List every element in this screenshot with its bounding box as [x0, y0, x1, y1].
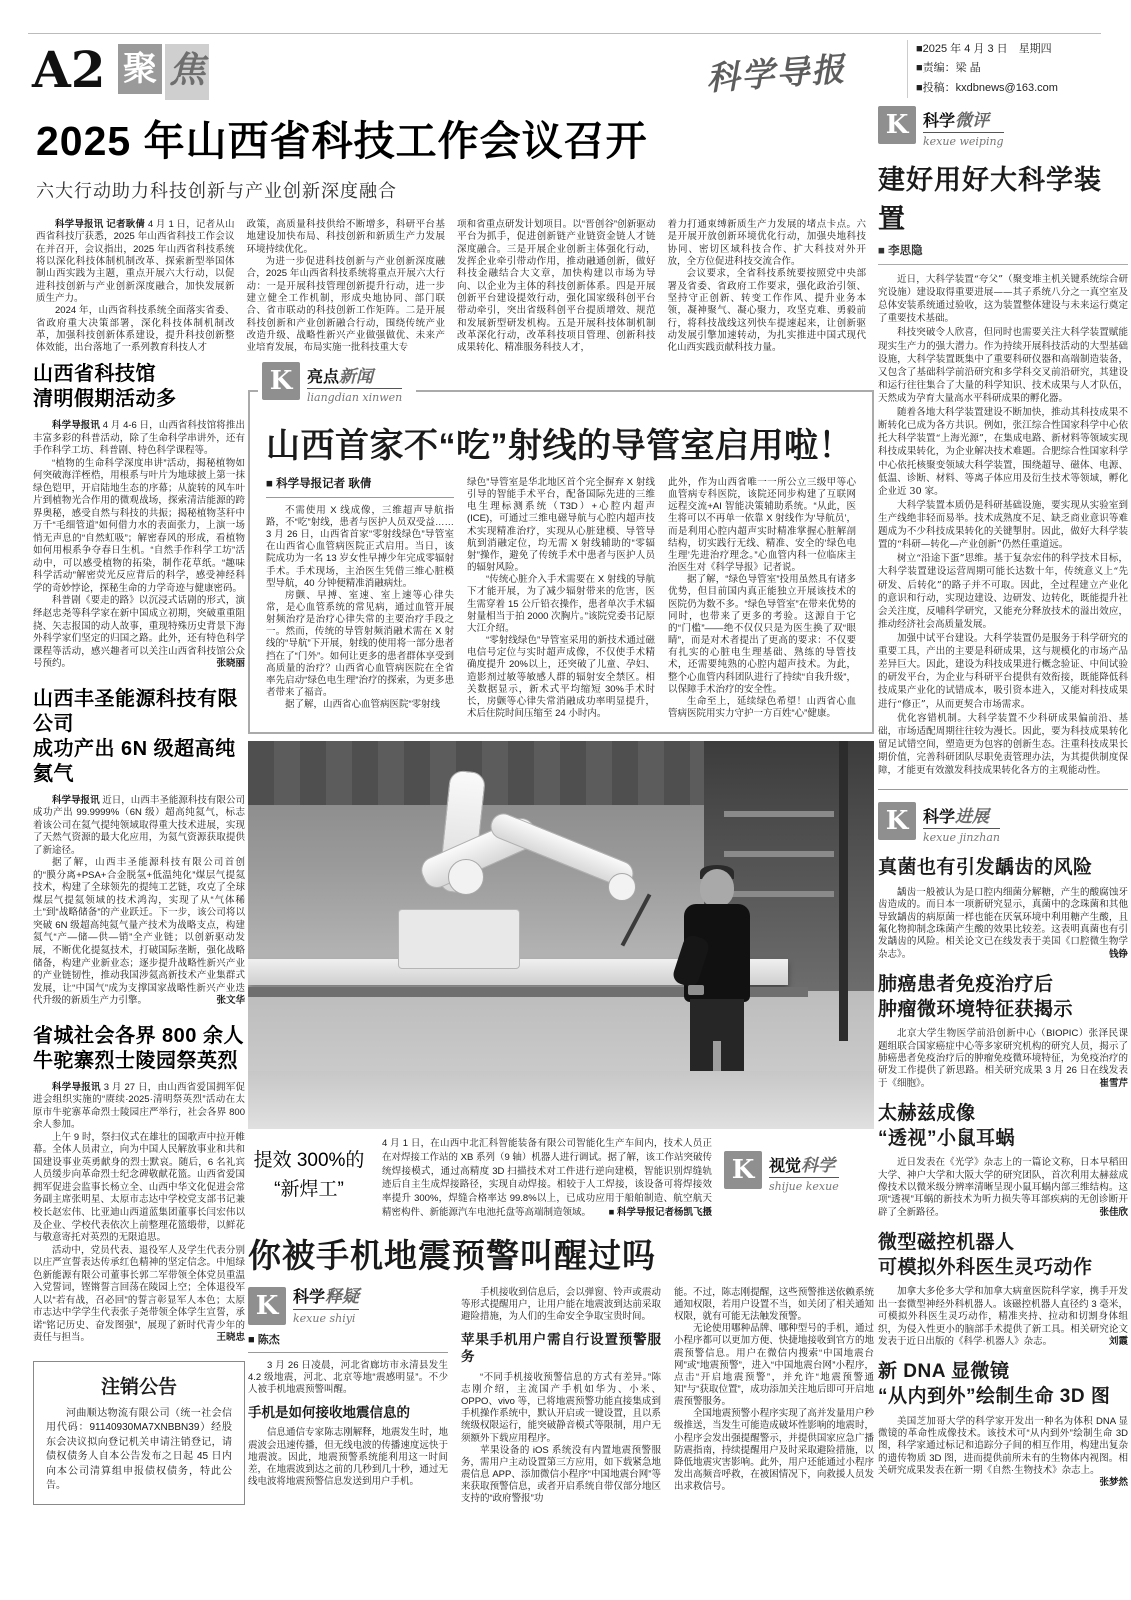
quake-column-2 [461, 1287, 661, 1506]
title-line: 省城社会各界 800 余人 [33, 1024, 244, 1047]
lead-column-3 [457, 219, 656, 355]
kexue-shiyi-badge [248, 1287, 448, 1327]
article-text: 科普剧《要走的路》以沉浸式话剧的形式，演绎赵忠尧等科学家在新中国成立初期，突破重重阻挠、矢志报国的动人故事，重现特殊历史背景下海外科学家们坚定的归国之路。此外，还有特色科学课程等活动，感兴趣者可以关注山西省科技馆公众号预约。 [33, 595, 245, 670]
shijue-kexue-badge [724, 1137, 874, 1193]
badge-label: 科学 [293, 1288, 326, 1306]
progress-item-terahertz [878, 1102, 1128, 1219]
k-logo-icon: K [724, 1151, 762, 1189]
progress-item-micro-robot [878, 1231, 1128, 1348]
news-photo-welding-robot [248, 741, 874, 1129]
photo-caption-row [248, 1137, 874, 1220]
author-signature: 钱铮 [1108, 948, 1128, 960]
photo-scaffold [724, 851, 834, 857]
issue-editor: ■责编：梁 晶 [916, 62, 981, 75]
title-line: 太赫兹成像 [878, 1103, 976, 1124]
commentary-paragraph: 近日，大科学装置“夸父”（聚变堆主机关键系统综合研究设施）建设取得重要进展——其子系统八分之一真空室及总体安装系统通过验收，这为装置整体建设与未来运行奠定了重要技术基础。 [878, 274, 1128, 325]
item-text: 美国芝加哥大学的科学家开发出一种名为体积 DNA 显微镜的革命性成像技术。该技术可“从内到外”绘制生命 3D 图，科学家通过标记和追踪分子间的相互作用，构建出复杂的遗传物质 3D 图，进而提供前所未有的生物体内视图。相关研究成果发表在新一期《自然·生物技术》杂志上。 [878, 1415, 1128, 1476]
highlight-column-3 [668, 477, 856, 720]
title-line: “从内到外”绘制生命 3D 图 [878, 1385, 1111, 1407]
k-logo-icon: K [262, 362, 300, 400]
title-line: 清明假期活动多 [33, 388, 177, 410]
title-line: 可模拟外科医生灵巧动作 [878, 1256, 1093, 1278]
left-article-science-museum [33, 362, 245, 671]
photo-caption-label [248, 1137, 370, 1204]
photo-caption [382, 1137, 712, 1220]
progress-item-lung-cancer [878, 973, 1128, 1090]
progress-item-fungi [878, 856, 1128, 961]
technician-controller [688, 985, 704, 995]
right-column [878, 106, 1128, 1598]
lead-intro-label: 科学导报讯 记者耿倩 [55, 219, 145, 230]
badge-label: 科学 [923, 113, 956, 130]
left-article-memorial [33, 1024, 245, 1345]
item-title [878, 973, 1128, 1022]
highlight-news-box [248, 366, 874, 734]
header-rule [28, 33, 1101, 34]
issue-date: ■2025 年 4 月 3 日 星期四 [916, 43, 1052, 55]
article-text: 3 月 27 日，由山西省爱国拥军促进会组织实施的“赓续·2025·清明祭英烈”活动在太原市牛驼寨革命烈士陵园庄严举行，社会各界 800 余人参加。 [33, 1081, 245, 1131]
intro-label: 科学导报讯 [52, 1081, 101, 1093]
article-text: 3 月 26 日凌晨，河北省廊坊市永清县发生 4.2 级地震，河北、北京等地“震感明显”。不少人被手机地震预警叫醒。 [248, 1359, 448, 1395]
commentary-title: 建好用好大科学装置 [878, 165, 1102, 234]
title-line: 山西丰圣能源科技有限公司 [33, 687, 238, 735]
author-signature: 刘霞 [1108, 1335, 1128, 1347]
intro-label: 科学导报讯 [52, 420, 100, 431]
article-text: 手机接收到信息后，会以弹窗、铃声或震动等形式提醒用户，让用户能在地震波到达前采取避险措施，为人们的生命安全争取宝贵时间。 [461, 1286, 661, 1323]
commentary-body [878, 273, 1128, 777]
commentary-paragraph: 优化容错机制。大科学装置不少科研成果偏前沿、基础，市场适配周期往往较为漫长。因此，要为科技成果转化留足试错空间，塑造更为包容的创新生态。注重科技成果长期价值，完善科研团队尽职免责管理办法，为其提供制度保障，才能更有效激发科技成果转化各方的主观能动性。 [878, 712, 1128, 777]
section-logo [118, 44, 209, 100]
article-text: 近日，山西丰圣能源科技有限公司成功产出 99.9999%（6N 级）超高纯氦气，标志着该公司在氦气提纯领域取得重大技术进展，实现了天然气资源的最大化应用，为氦气资源获取提供了新途径。 [33, 794, 245, 856]
article-text: 房颤、早搏、室速、室上速等心律失常，是心血管系统的常见病，通过血管开展射频治疗是治疗心律失常的主要治疗手段之一。然而，传统的导管射频消融术需在 X 射线的“导航”下开展，射线的使用将一部分患者挡在了“门外”。如何让更多的患者群体享受到高质量的治疗？山西省心血管病医院在全省率先启动“绿色电生理”治疗的探索，为更多患者带来了福音。 [266, 589, 454, 699]
author-signature: 张佳欣 [1099, 1206, 1128, 1218]
article-text: 苹果设备的 iOS 系统没有内置地震预警服务，需用户主动设置第三方应用，如下载紧急地震信息 APP、添加微信小程序“中国地震台网”等来获取预警信息，或者开启系统自带仅部分地区支持的“政府警报”功 [461, 1444, 661, 1505]
lead-headline: 2025 年山西省科技工作会议召开 [36, 118, 648, 164]
badge-label-script: 释疑 [325, 1286, 360, 1307]
author-signature: 张晓丽 [216, 658, 245, 670]
article-text: 全国地震预警小程序实现了高并发量用户秒级推送，当发生可能造成破坏性影响的地震时，小程序会发出强提醒警示，并提供国家应急广播防震指南，持续提醒用户及时采取避险措施，以降低地震灾害影响。此外，用户还能通过小程序发出高频音呼救，在被困情况下，向救援人员发出求救信号。 [674, 1408, 874, 1493]
item-text: 龋齿一般被认为是口腔内细菌分解糖，产生的酸腐蚀牙齿造成的。而日本一项新研究显示，真菌中的念珠菌和其他导致龋齿的病原菌一样也能在厌氧环境中利用糖产生酸，且氟化物抑制念珠菌产生酸的效果比较差。这表明真菌也有引发龋齿的风险。相关论文已在线发表于美国《口腔微生物学杂志》。 [878, 886, 1128, 960]
title-line: 成功产出 6N 级超高纯氦气 [33, 737, 236, 785]
left-article-helium [33, 687, 245, 1008]
author-signature: 王晓忠 [216, 1332, 245, 1344]
item-title [878, 1360, 1128, 1409]
badge-pinyin: kexue jinzhan [923, 831, 1001, 845]
lead-column-4 [668, 219, 867, 355]
k-logo-icon: K [878, 802, 916, 840]
badge-label-script: 科学 [801, 1156, 836, 1177]
article-title [33, 687, 245, 787]
lead-text: 着力打通束缚新质生产力发展的堵点卡点。六是开展开放创新环境优化行动，加强央地科技协同、密切区域科技合作、扩大科技对外开放，全方位促进科技交流合作。 [667, 219, 866, 268]
commentary-paragraph: 科技突破令人欣喜，但同时也需要关注大科学装置赋能现实生产力的强大潜力。作为持续开展科技活动的大型基础设施，大科学装置既集中了重要科研仪器和高端制造装备，又包含了基础科学前沿研究和多学科交叉前沿研究，其建设和运行往往集合了大量的科学知识、技术成果与人才队伍，天然成为孕育大量高水平科研成果的孵化器。 [878, 327, 1128, 404]
lead-story [36, 108, 866, 355]
lead-text: 2024 年，山西省科技系统全面落实省委、省政府重大决策部署，深化科技体制机制改革，加强科技创新体系建设，提升科技创新整体效能，出台落地了一系列教育科技人才 [36, 305, 235, 354]
item-title [878, 1231, 1128, 1280]
caption-text: 4 月 1 日，在山西中北汇科智能装备有限公司智能化生产车间内，技术人员正在对焊接工作站的 XB 系列（9 轴）机器人进行调试。据了解，该工作站突破传统焊接模式，通过高精度 3D 扫描技术对工件进行逆向建模，智能识别焊缝轨迹后自主生成焊接路径，实现自动焊接。相较于人工焊接，该设备可将焊接效率提升 300%，焊缝合格率达 99.8%以上，已成功应用于船舶制造、航空航天精密构件、新能源汽车电池托盘等高端制造领域。 [382, 1138, 712, 1218]
author-byline: ■ 陈杰 [248, 1327, 448, 1353]
photo-scaffold [724, 891, 834, 897]
badge-label: 科学 [923, 809, 956, 827]
page-number: A2 [32, 40, 106, 99]
lead-columns [36, 219, 866, 355]
photo-floor [248, 1071, 874, 1129]
notice-title: 注销公告 [100, 1376, 177, 1398]
article-text: “传统心脏介入手术需要在 X 射线的导航下才能开展，为了减少辐射带来的危害，医生需穿着 15 公斤铅衣操作，患者单次手术辐射量相当于拍 2000 次胸片。”该院党委书记原大江介绍。 [467, 574, 655, 634]
k-logo-icon: K [878, 106, 916, 144]
item-text: 近日发表在《光学》杂志上的一篇论文称，日本早稻田大学、神户大学和大阪大学的研究团队，首次利用太赫兹成像技术以微米级分辨率清晰呈现小鼠耳蜗内部三维结构。这项“透视”耳蜗的新技术为听力损失等耳部疾病的无创诊断开辟了全新路径。 [878, 1157, 1128, 1218]
highlight-column-2 [467, 477, 655, 720]
article-text: 据了解，山西省心血管病医院“零射线 [285, 699, 441, 711]
badge-label-script: 进展 [955, 807, 990, 828]
article-title [33, 1024, 245, 1074]
badge-pinyin: shijue kexue [769, 1180, 839, 1194]
caption-label-line: 提效 300%的 [253, 1150, 365, 1172]
item-title [878, 1102, 1128, 1151]
article-text: “不同手机接收预警信息的方式有差异。”陈志刚介绍，主流国产手机如华为、小米、OPPO、vivo 等，已将地震预警功能直接集成到手机操作系统中，默认开启或一键设置，且以系统级权限运行，能突破静音模式等限制，用户无须额外下载应用程序。 [461, 1371, 661, 1444]
badge-pinyin: kexue shiyi [293, 1312, 356, 1326]
subheading: 苹果手机用户需自行设置预警服务 [461, 1332, 661, 1365]
commentary-paragraph: 大科学装置本质仍是科研基础设施，要实现从实验室到生产线绝非轻而易举。技术成熟度不足、缺乏商业意识等难题成为不少科技成果转化的关键掣肘。因此，做好大科学装置的“科研—转化—产业创新”仍然任重道远。 [878, 499, 1128, 551]
title-line: “透视”小鼠耳蜗 [878, 1127, 1016, 1149]
earthquake-article [248, 1230, 874, 1506]
article-text: 不需使用 X 线成像，三维超声导航指路，不“吃”射线，患者与医护人员双受益……3 月 26 日，山西省首家“零射线绿色”导管室在山西省心血管病医院正式启用。当日，该院成功为一名 13 岁女性早搏少年完成零辐射手术。手术现场，主治医生凭借三维心脏模型导航，40 分钟便精准消融病灶。 [266, 504, 454, 589]
highlight-column-1 [266, 477, 454, 720]
lead-text: 项和省重点研发计划项目。以“晋创谷”创新驱动平台为抓手，促进创新链产业链资金链人才链深度融合。三是开展企业创新主体强化行动，发挥企业牵引带动作用，推动融通创新，做好科技金融结合大文章，加快构建以市场为导向、以企业为主体的科技创新体系。四是开展创新平台建设提效行动，强化国家级科创平台带动牵引，突出省级科创平台提质增效、规范和发展新型研发机构。五是开展科技体制机制改革深化行动，改革科技项目管理、创新科技成果转化、精准服务科技人才， [457, 219, 656, 354]
badge-label-script: 新闻 [339, 367, 374, 387]
title-line: 牛驼寨烈士陵园祭英烈 [33, 1049, 238, 1072]
commentary-paragraph: 加强中试平台建设。大科学装置仍是服务于科学研究的重要工具，产出的主要是科研成果，这与规模化的市场产品差异巨大。因此，建设为科技成果进行概念验证、中间试验的研发平台，为企业与科研平台提供有效衔接，既能降低科技成果产业化的试错成本，吸引资本进入，又能对科技成果进行“修正”，从而更契合市场需求。 [878, 632, 1128, 710]
k-logo-icon: K [248, 1287, 286, 1325]
title-line: 新 DNA 显微镜 [878, 1361, 1010, 1383]
lead-text: 4 月 1 日，记者从山西省科技厅获悉，2025 年山西省科技工作会议在并召开，会议指出，2025 年山西省科技系统将以深化科技体制机制改革、探索新型举国体制山西实践为主题，重点开展六大行动，以促进科技创新与产业创新深度融合，加快发展新质生产力。 [36, 219, 235, 305]
quake-headline: 你被手机地震预警叫醒过吗 [248, 1236, 656, 1274]
section-logo-char-2: 焦 [165, 44, 209, 100]
article-text: 此外，作为山西省唯一一所公立三级甲等心血管病专科医院，该院还同步构建了互联网远程交流+AI 智能决策辅助系统。“从此，医生将可以不再单一依靠 X 射线作为‘导航员’，而是利用心腔内超声实时精准掌握心脏解剖结构，切实践行无线、精准、安全的‘绿色电生理’先进治疗理念。”心血管内科一位临床主治医生对《科学导报》记者说。 [668, 477, 856, 574]
article-text: 生命至上，延续绿色希望！山西省心血管病医院用实力守护一方百姓“心”健康。 [668, 695, 856, 719]
left-column [33, 362, 245, 1598]
issue-email: ■投稿：kxdbnews@163.com [916, 81, 1058, 94]
photo-scaffold [724, 811, 834, 817]
item-text: 加拿大多伦多大学和加拿大病童医院科学家，携手开发出一套微型神经外科机器人。该磁控机器人直径约 3 毫米，可模拟外科医生灵巧动作，精准夹持、拉动和切割身体组织，为侵入性更小的脑部手术提供了新工具。相关研究论文发表于近日出版的《科学·机器人》杂志。 [878, 1286, 1128, 1347]
title-line: 真菌也有引发龋齿的风险 [878, 857, 1093, 879]
masthead: 科学导报 [704, 49, 848, 98]
photo-pole [839, 741, 848, 1041]
badge-pinyin: liangdian xinwen [307, 391, 403, 404]
photo-credit: ■ 科学导报记者杨凯飞摄 [608, 1206, 712, 1218]
badge-label-script: 微评 [955, 111, 990, 131]
article-text: 活动中，党员代表、退役军人及学生代表分别以庄严宣誓表达传承红色精神的坚定信念。中旭绿色新能源有限公司董事长郭二军带领全体党员重温入党誓词，铿锵誓言回荡在陵园上空；全体退役军人以“若有战，召必回”的誓言彰显军人本色；太原市志达中学学生代表张子尧带领全体学生宣誓，承诺“铭记历史、奋发图强”，展现了新时代青少年的责任与担当。 [33, 1244, 245, 1344]
robot-base [398, 909, 520, 969]
liangdian-xinwen-badge [258, 362, 416, 404]
intro-label: 科学导报讯 [52, 794, 100, 806]
kexue-weiping-badge [878, 106, 1128, 148]
author-signature: 崔雪芹 [1099, 1077, 1128, 1089]
badge-pinyin: kexue weiping [923, 135, 1004, 148]
lead-subhead: 六大行动助力科技创新与产业创新深度融合 [36, 181, 397, 201]
lead-text: 会议要求，全省科技系统要按照党中央部署及省委、省政府工作要求，强化政治引领、坚持守正创新、转变工作作风、提升业务本领，凝神聚气、凝心聚力，攻坚克难、勇毅前行，将科技战线这列快车提速起来，让创新驱动发展引擎加速转动，为扎实推进中国式现代化山西实践贡献科技力量。 [667, 268, 866, 354]
quake-column-3 [674, 1287, 874, 1506]
badge-label: 视觉 [769, 1158, 802, 1176]
robot-joint [448, 859, 484, 895]
article-text: 据了解，山西丰圣能源科技有限公司首创的“膜分离+PSA+合金脱氢+低温纯化”煤层气提氦技术，构建了全球领先的提纯工艺链，攻克了全球煤层气提氦领域的技术鸿沟，实现了从“气体稀土”到“战略储备”的产业跃迁。下一步，该公司将以突破 6N 级超高纯氦气量产技术为战略支点，构建氦气“产—储—供—销”全产业链；以创新驱动发展，不断优化提氦技术，打破国际垄断，强化战略储备，构建产业新业态；逐步提升战略性新兴产业的产业链韧性，推动我国涉氦高新技术产业集群式发展，让“中国气”成为支撑国家战略性新兴产业迭代升级的新质生产力引擎。 [33, 857, 245, 1007]
item-title [878, 856, 1128, 881]
badge-label: 亮点 [307, 369, 340, 386]
article-text: 信息通信专家陈志刚解释，地震发生时，地震波会迅速传播，但无线电波的传播速度远快于地震波。因此，地震预警系统能利用这一时间差，在地震波到达之前的几秒到几十秒，通过无线电波将地震预警信息发送到用户手机。 [248, 1427, 448, 1487]
article-text: 上午 9 时，祭扫仪式在雄壮的国歌声中拉开帷幕。全体人员肃立，向为中国人民解放事业和共和国建设事业英勇献身的烈士默哀。随后，6 名礼宾人员缓步向革命烈士纪念碑敬献花篮。山西省爱国拥军促进会监事长杨立全、山西中华文化促进会常务副主席张明星、太原市志达中学校党支部书记兼校长赵宏伟、比亚迪山西道蓝集团董事长闫宏伟以及企业、学校代表依次上前整理花篮缎带，以鲜花与敬意寄托对英烈的无限追思。 [33, 1131, 245, 1244]
section-divider [878, 789, 1128, 790]
commentary-paragraph: 树立“沿途下蛋”思维。基于复杂宏伟的科学技术目标，大科学装置建设运营周期可能长达数十年，传统意义上“先研发、后转化”的路子并不可取。因此，全过程建立产业化的意识和行动，实现边建设、边研发、边转化，既能提升社会关注度，反哺科学研究，又能充分释放技术的溢出效应，推动经济社会高质量发展。 [878, 553, 1128, 630]
item-text: 北京大学生物医学前沿创新中心（BIOPIC）张泽民课题组联合国家癌症中心等多家研究机构的研究人员，揭示了肺癌患者免疫治疗后的肿瘤免疫微环境特征，为免疫治疗的研发工作提供了新思路。相关研究成果 3 月 26 日在线发表于《细胞》。 [878, 1028, 1128, 1089]
lead-text: 为进一步促进科技创新与产业创新深度融合，2025 年山西省科技系统将重点开展六大行动：一是开展科技管理创新提升行动，进一步建立健全工作机制，形成央地协同、部门联合、省市联动的科技创新工作矩阵。二是开展科技创新和产业创新融合行动，围绕传统产业改造升级、战略性新兴产业做强做优、未来产业培育发展，布局实施一批科技重大专 [246, 256, 445, 354]
highlight-headline: 山西首家不“吃”射线的导管室启用啦！ [266, 427, 853, 465]
commentary-paragraph: 随着各地大科学装置建设不断加快，推动其科技成果不断转化已成为各方共识。例如，张江综合性国家科学中心依托大科学装置“上海光源”，在集成电路、新材料等领域实现科技成果转化，为企业解决技术难题。合肥综合性国家科学中心依托核聚变领域大科学装置，围绕超导、磁体、电源、低温、诊断、材料、等离子体应用及衍生技术等领域，孵化企业近 30 家。 [878, 407, 1128, 497]
title-line: 山西省科技馆 [33, 363, 156, 385]
middle-column [248, 358, 874, 1600]
notice-body: 河曲顺达物流有限公司（统一社会信用代码：91140930MA7XNBBN39）经股东会决议拟向登记机关申请注销登记，请债权债务人自本公告发布之日起 45 日内向本公司清算组申报债权债务，特此公告。 [46, 1407, 232, 1492]
article-title [33, 362, 245, 412]
commentary-author: ■ 李思隐 [878, 242, 1128, 265]
progress-item-dna-microscope [878, 1360, 1128, 1489]
lead-column-1 [36, 219, 235, 355]
cancellation-notice [33, 1361, 245, 1505]
article-text: “零射线绿色”导管室采用的新技术通过磁电信号定位与实时超声成像，不仅使手术精确度提升 20%以上，还突破了儿童、孕妇、造影剂过敏等敏感人群的辐射安全禁区。相关数据显示，新术式平均缩短 30%手术时长，房颤等心律失常消融成功率明显提升，术后住院时间压缩至 24 小时内。 [467, 635, 655, 719]
robot-welding-torch [621, 894, 652, 947]
article-text: 能。不过，陈志刚提醒，这些预警推送依赖系统通知权限，若用户设置不当，如关闭了相关通知权限，就有可能无法触发预警。 [674, 1286, 874, 1323]
article-text: 4 月 4-6 日，山西省科技馆将推出丰富多彩的科普活动，除了生命科学串讲外，还有手作科学工坊、科普剧、特色科学课程等。 [33, 420, 245, 457]
lead-text: 政策，高质量科技供给不断增多，科研平台基地建设加快布局、科技创新和新质生产力发展环境持续优化。 [246, 219, 445, 255]
author-signature: 张梦然 [1099, 1477, 1128, 1489]
article-text: “植物的生命科学深度串讲”活动，揭秘植物如何突破海洋桎梏，用根系与叶片为地球披上第一抹绿色铠甲，开启陆地生态的序幕；从旋转的风车叶片到植物光合作用的微观战场，探索清洁能源的跨界奥秘，感受自然与科技的共振；揭秘植物茎秆中万千“毛细管道”如何借力水的表面张力，上演一场悄无声息的“自然虹吸”；解密春风的形成，看植物如何用根系争夺春日生机。“自然手作科学工坊”活动中，可以感受植物的拓染，制作花草纸。“趣味科学活动”解密荧光反应背后的科学，感受神经科学的奇妙悖论，探秘生命的力学奇迹与健康密码。 [33, 457, 245, 594]
author-signature: 张文华 [216, 995, 245, 1007]
section-logo-char-1: 聚 [118, 44, 162, 94]
issue-info [907, 40, 1101, 98]
subheading: 手机是如何接收地震信息的 [248, 1405, 410, 1421]
technician-head [700, 869, 734, 907]
title-line: 肿瘤微环境特征获揭示 [878, 998, 1074, 1020]
quake-column-1 [248, 1287, 448, 1506]
article-text: 据了解，“绿色导管室”投用虽然具有诸多优势，但目前国内真正能独立开展该技术的医院仍为数不多。“绿色导管室”在带来优势的同时，也带来了更多的考验。这源自于它的“门槛”——绝不仅仅只是为医生换了双“眼睛”，而是对术者提出了更高的要求：不仅要有扎实的心脏电生理基础、熟练的导管技术，还需要纯熟的心腔内超声技术。为此，整个心血管内科团队进行了持续“自我升级”，以保障手术治疗的安全性。 [668, 574, 856, 695]
kexue-jinzhan-badge [878, 802, 1128, 844]
page-header [0, 0, 1131, 110]
lead-column-2 [247, 219, 446, 355]
robot-joint [608, 873, 636, 901]
title-line: 肺癌患者免疫治疗后 [878, 973, 1054, 995]
reporter-byline: ■ 科学导报记者 耿倩 [266, 477, 454, 498]
title-line: 微型磁控机器人 [878, 1232, 1015, 1254]
article-text: 无论使用哪种品牌、哪种型号的手机，通过小程序都可以更加方便、快捷地接收到官方的地震预警信息。用户在微信内搜索“中国地震台网”或“地震预警”，进入“中国地震台网”小程序，点击“开启地震预警”，并允许“地震预警通知”与“获取位置”，成功添加关注地后即可开启地震预警服务。 [674, 1323, 874, 1408]
article-text: 绿色”导管室是华北地区首个完全摒弃 X 射线引导的智能手术平台，配备国际先进的三维电生理标测系统（T3D）+心腔内超声(ICE)，可通过三维电磁导航与心腔内超声技术实现精准治疗，实现从心脏建模、导管导航到消融定位，均无需 X 射线辅助的“零辐射”操作，避免了传统手术中患者与医护人员的辐射风险。 [467, 477, 655, 574]
caption-label-line: “新焊工” [274, 1178, 344, 1200]
